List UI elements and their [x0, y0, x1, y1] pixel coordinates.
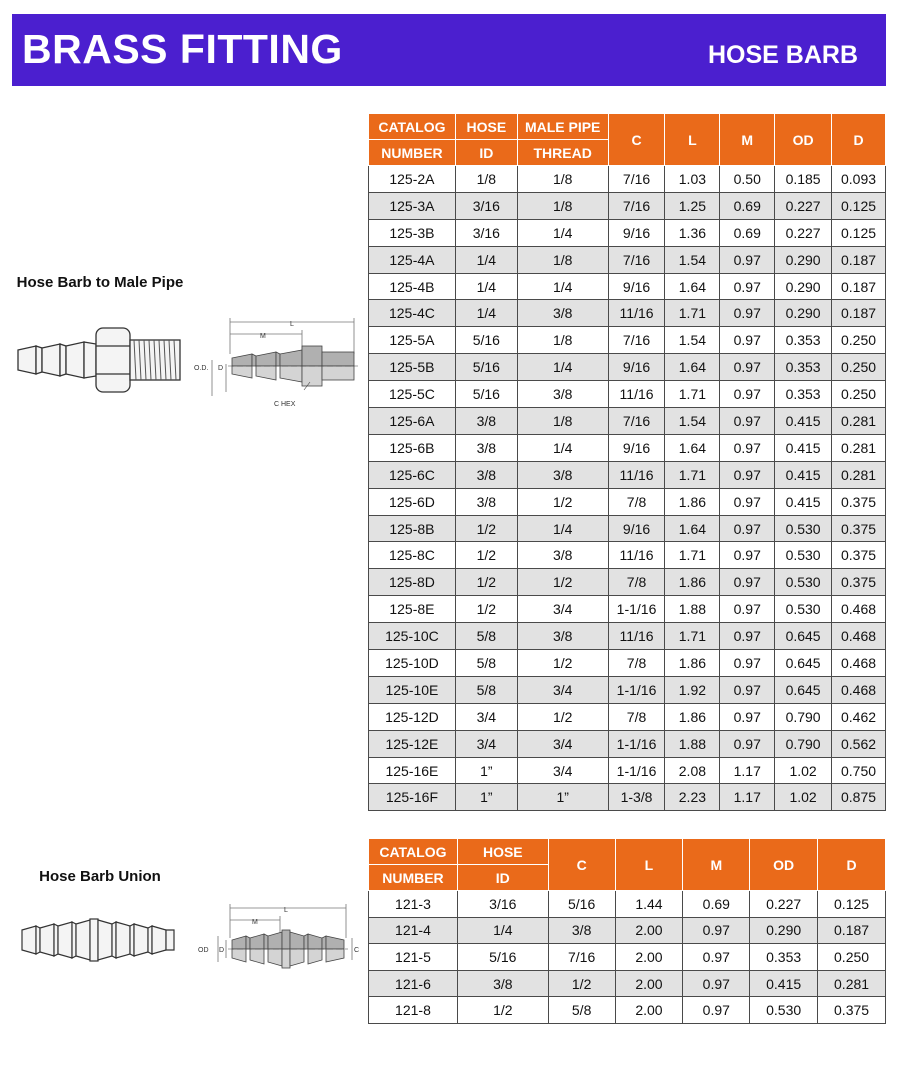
table-row [369, 891, 886, 918]
table-cell: 0.97 [720, 354, 775, 381]
table-cell: 0.97 [683, 997, 750, 1024]
table-cell: 0.468 [832, 623, 886, 650]
table-cell: 0.125 [832, 192, 886, 219]
table-cell: 0.530 [775, 515, 832, 542]
table-cell: 1/2 [517, 703, 608, 730]
header-d: D [832, 114, 886, 166]
dim-m-label: M [260, 333, 266, 340]
table-cell: 0.97 [720, 273, 775, 300]
table-cell: 9/16 [608, 354, 665, 381]
table-cell: 7/8 [608, 488, 665, 515]
union-header-d: D [818, 839, 886, 891]
table-cell: 9/16 [608, 273, 665, 300]
table-cell: 0.250 [818, 944, 886, 971]
table-cell: 1.64 [665, 515, 720, 542]
table-cell: 0.468 [832, 676, 886, 703]
header-m: M [720, 114, 775, 166]
table-cell: 125-6B [369, 434, 456, 461]
table-cell: 125-6A [369, 408, 456, 435]
dim-od-label: O.D. [194, 365, 209, 372]
table-cell: 125-6C [369, 461, 456, 488]
table-cell: 1.92 [665, 676, 720, 703]
table-cell: 3/4 [455, 703, 517, 730]
header-number: NUMBER [369, 140, 456, 166]
header-l: L [665, 114, 720, 166]
table-cell: 7/16 [608, 166, 665, 193]
table-cell: 5/16 [455, 381, 517, 408]
table-cell: 0.97 [683, 970, 750, 997]
table-cell: 0.97 [683, 944, 750, 971]
table-cell: 7/8 [608, 569, 665, 596]
dim-d-label: D [218, 365, 224, 372]
table-cell: 5/8 [455, 676, 517, 703]
table-cell: 125-12D [369, 703, 456, 730]
table-cell: 125-10C [369, 623, 456, 650]
table-cell: 1.03 [665, 166, 720, 193]
table-cell: 125-3B [369, 219, 456, 246]
table-cell: 1.71 [665, 461, 720, 488]
table-row [369, 650, 886, 677]
table-cell: 0.645 [775, 676, 832, 703]
table-cell: 1/4 [455, 300, 517, 327]
table-cell: 0.290 [775, 246, 832, 273]
table-cell: 9/16 [608, 434, 665, 461]
table-cell: 1/4 [455, 246, 517, 273]
table-cell: 3/16 [455, 192, 517, 219]
table-cell: 5/16 [455, 354, 517, 381]
table-cell: 3/8 [517, 381, 608, 408]
table-cell: 5/16 [455, 327, 517, 354]
table-cell: 0.97 [720, 434, 775, 461]
table-cell: 1/2 [455, 569, 517, 596]
table-cell: 1/8 [517, 166, 608, 193]
table-cell: 125-6D [369, 488, 456, 515]
table-cell: 0.97 [683, 917, 750, 944]
table-row [369, 434, 886, 461]
table-cell: 125-16E [369, 757, 456, 784]
table-cell: 0.645 [775, 623, 832, 650]
page-subtitle: HOSE BARB [707, 41, 858, 69]
table-cell: 1.17 [720, 757, 775, 784]
table-cell: 125-12E [369, 730, 456, 757]
union-dim-od-label: OD [198, 947, 209, 954]
table-cell: 0.462 [832, 703, 886, 730]
union-spec-table [368, 838, 886, 1024]
table-cell: 0.97 [720, 515, 775, 542]
table-cell: 0.97 [720, 542, 775, 569]
table-row [369, 730, 886, 757]
table-cell: 1.86 [665, 650, 720, 677]
union-dim-m-label: M [252, 919, 258, 926]
table-cell: 1/4 [517, 434, 608, 461]
page-title: BRASS FITTING [22, 26, 343, 72]
table-cell: 2.00 [615, 997, 683, 1024]
table-cell: 0.750 [832, 757, 886, 784]
table-row [369, 192, 886, 219]
table-cell: 0.281 [832, 408, 886, 435]
table-row [369, 488, 886, 515]
table-cell: 1/2 [517, 569, 608, 596]
table-cell: 3/16 [457, 891, 548, 918]
table-cell: 1-1/16 [608, 596, 665, 623]
table-cell: 0.187 [832, 300, 886, 327]
table-cell: 5/8 [455, 623, 517, 650]
table-cell: 0.97 [720, 569, 775, 596]
male-pipe-fitting-image [14, 320, 186, 400]
table-cell: 1.86 [665, 488, 720, 515]
table-cell: 0.353 [775, 327, 832, 354]
table-row [369, 354, 886, 381]
table-cell: 3/8 [457, 970, 548, 997]
table-cell: 1” [455, 784, 517, 811]
table-cell: 0.69 [720, 219, 775, 246]
union-dim-c-label: C [354, 947, 360, 954]
table-cell: 125-8D [369, 569, 456, 596]
table-cell: 3/8 [517, 542, 608, 569]
table-cell: 1/2 [517, 488, 608, 515]
dim-l-label: L [290, 321, 294, 328]
union-header-c: C [548, 839, 615, 891]
table-cell: 1/4 [457, 917, 548, 944]
table-cell: 0.790 [775, 703, 832, 730]
table-cell: 0.415 [775, 434, 832, 461]
table-cell: 0.875 [832, 784, 886, 811]
table-cell: 0.290 [775, 273, 832, 300]
header-hose: HOSE [455, 114, 517, 140]
table-cell: 1-1/16 [608, 757, 665, 784]
table-cell: 3/8 [455, 461, 517, 488]
table-cell: 125-8E [369, 596, 456, 623]
union-header-l: L [615, 839, 683, 891]
table-cell: 3/4 [517, 676, 608, 703]
table-row [369, 623, 886, 650]
table-cell: 0.50 [720, 166, 775, 193]
table-cell: 3/16 [455, 219, 517, 246]
table-cell: 125-4A [369, 246, 456, 273]
table-cell: 125-5B [369, 354, 456, 381]
table-cell: 0.530 [750, 997, 818, 1024]
header-thread: THREAD [517, 140, 608, 166]
table-cell: 125-16F [369, 784, 456, 811]
table-cell: 3/8 [548, 917, 615, 944]
table-cell: 0.250 [832, 381, 886, 408]
table-cell: 125-8B [369, 515, 456, 542]
table-cell: 1.88 [665, 596, 720, 623]
table-cell: 125-2A [369, 166, 456, 193]
table-cell: 1-1/16 [608, 676, 665, 703]
table-cell: 121-6 [369, 970, 458, 997]
table-cell: 1/4 [455, 273, 517, 300]
table-cell: 0.97 [720, 246, 775, 273]
table-cell: 1.88 [665, 730, 720, 757]
dim-chex-label: C HEX [274, 401, 296, 408]
table-cell: 0.187 [832, 273, 886, 300]
table-row [369, 408, 886, 435]
union-header-m: M [683, 839, 750, 891]
table-cell: 0.415 [750, 970, 818, 997]
table-cell: 1/8 [517, 327, 608, 354]
table-cell: 1.71 [665, 542, 720, 569]
table-cell: 0.353 [775, 381, 832, 408]
table-cell: 1/8 [517, 192, 608, 219]
table-cell: 3/8 [517, 623, 608, 650]
table-cell: 0.185 [775, 166, 832, 193]
union-header-od: OD [750, 839, 818, 891]
table-cell: 1.86 [665, 569, 720, 596]
table-cell: 1.86 [665, 703, 720, 730]
table-cell: 1/2 [517, 650, 608, 677]
table-cell: 0.093 [832, 166, 886, 193]
table-row [369, 166, 886, 193]
table-cell: 1.71 [665, 381, 720, 408]
table-row [369, 542, 886, 569]
table-row [369, 703, 886, 730]
table-cell: 0.125 [818, 891, 886, 918]
table-cell: 2.00 [615, 970, 683, 997]
table-cell: 1.36 [665, 219, 720, 246]
table-row [369, 515, 886, 542]
table-cell: 1/4 [517, 273, 608, 300]
table-cell: 0.353 [775, 354, 832, 381]
table-cell: 0.281 [832, 461, 886, 488]
table-cell: 0.227 [775, 219, 832, 246]
table-cell: 1.64 [665, 434, 720, 461]
table-cell: 125-8C [369, 542, 456, 569]
table-cell: 0.375 [832, 542, 886, 569]
table-cell: 1.02 [775, 757, 832, 784]
table-cell: 0.97 [720, 703, 775, 730]
table-cell: 0.97 [720, 408, 775, 435]
table-cell: 0.187 [818, 917, 886, 944]
union-dim-l-label: L [284, 907, 288, 914]
table-cell: 1/4 [517, 515, 608, 542]
table-cell: 0.97 [720, 488, 775, 515]
table-cell: 0.530 [775, 542, 832, 569]
table-cell: 3/8 [517, 461, 608, 488]
table-row [369, 970, 886, 997]
table-cell: 1.25 [665, 192, 720, 219]
table-row [369, 461, 886, 488]
union-technical-drawing [196, 900, 364, 970]
table-row [369, 273, 886, 300]
table-cell: 3/4 [517, 730, 608, 757]
table-cell: 0.250 [832, 327, 886, 354]
table-cell: 0.375 [832, 515, 886, 542]
table-cell: 121-4 [369, 917, 458, 944]
table-cell: 125-4B [369, 273, 456, 300]
table-cell: 1” [517, 784, 608, 811]
union-header-id: ID [457, 865, 548, 891]
table-cell: 0.530 [775, 596, 832, 623]
table-cell: 1.54 [665, 246, 720, 273]
table-cell: 0.530 [775, 569, 832, 596]
table-row [369, 676, 886, 703]
table-cell: 3/4 [455, 730, 517, 757]
table-cell: 0.375 [832, 569, 886, 596]
table-cell: 1/2 [455, 596, 517, 623]
table-cell: 0.290 [750, 917, 818, 944]
table-cell: 1.17 [720, 784, 775, 811]
table-row [369, 246, 886, 273]
table-cell: 2.08 [665, 757, 720, 784]
table-cell: 11/16 [608, 461, 665, 488]
table-cell: 7/8 [608, 650, 665, 677]
table-cell: 125-5C [369, 381, 456, 408]
table-cell: 125-10D [369, 650, 456, 677]
table-row [369, 569, 886, 596]
table-cell: 1/4 [517, 219, 608, 246]
table-cell: 0.290 [775, 300, 832, 327]
table-cell: 121-8 [369, 997, 458, 1024]
table-cell: 0.97 [720, 596, 775, 623]
table-cell: 3/8 [455, 434, 517, 461]
table-cell: 7/16 [608, 327, 665, 354]
table-cell: 125-5A [369, 327, 456, 354]
table-cell: 0.97 [720, 300, 775, 327]
table-cell: 0.187 [832, 246, 886, 273]
table-cell: 0.97 [720, 650, 775, 677]
table-cell: 1” [455, 757, 517, 784]
union-header-hose: HOSE [457, 839, 548, 865]
table-cell: 0.415 [775, 488, 832, 515]
table-row [369, 381, 886, 408]
table-cell: 0.375 [832, 488, 886, 515]
table-cell: 7/16 [548, 944, 615, 971]
table-cell: 3/4 [517, 757, 608, 784]
table-cell: 1.44 [615, 891, 683, 918]
table-row [369, 944, 886, 971]
table-cell: 1/8 [517, 246, 608, 273]
table-cell: 1/4 [517, 354, 608, 381]
table-cell: 1-3/8 [608, 784, 665, 811]
table-cell: 3/8 [455, 408, 517, 435]
table-cell: 0.69 [720, 192, 775, 219]
table-cell: 0.790 [775, 730, 832, 757]
union-fitting-image [18, 918, 178, 962]
table-row [369, 219, 886, 246]
table-cell: 7/16 [608, 192, 665, 219]
table-cell: 1.64 [665, 354, 720, 381]
table-cell: 5/8 [455, 650, 517, 677]
table-cell: 125-10E [369, 676, 456, 703]
header-c: C [608, 114, 665, 166]
table-row [369, 327, 886, 354]
male-pipe-spec-table [368, 113, 886, 811]
table-cell: 0.645 [775, 650, 832, 677]
table-cell: 1.71 [665, 623, 720, 650]
table-cell: 1.02 [775, 784, 832, 811]
table-cell: 1-1/16 [608, 730, 665, 757]
table-cell: 11/16 [608, 623, 665, 650]
table-cell: 0.97 [720, 676, 775, 703]
table-cell: 2.23 [665, 784, 720, 811]
union-header-catalog: CATALOG [369, 839, 458, 865]
header-od: OD [775, 114, 832, 166]
table-cell: 3/4 [517, 596, 608, 623]
table-cell: 0.97 [720, 327, 775, 354]
section-label-male-pipe: Hose Barb to Male Pipe [16, 274, 184, 291]
table-cell: 0.125 [832, 219, 886, 246]
table-cell: 0.281 [832, 434, 886, 461]
table-cell: 1/2 [455, 542, 517, 569]
table-cell: 121-5 [369, 944, 458, 971]
table-cell: 0.375 [818, 997, 886, 1024]
table-cell: 3/8 [455, 488, 517, 515]
table-row [369, 757, 886, 784]
table-row [369, 596, 886, 623]
header-id: ID [455, 140, 517, 166]
table-cell: 1/2 [548, 970, 615, 997]
table-cell: 0.97 [720, 381, 775, 408]
table-cell: 2.00 [615, 944, 683, 971]
header-catalog: CATALOG [369, 114, 456, 140]
table-cell: 1/2 [455, 515, 517, 542]
table-cell: 1.64 [665, 273, 720, 300]
table-cell: 11/16 [608, 542, 665, 569]
table-cell: 1/8 [517, 408, 608, 435]
table-cell: 5/16 [548, 891, 615, 918]
table-cell: 0.250 [832, 354, 886, 381]
table-cell: 0.468 [832, 650, 886, 677]
table-cell: 0.227 [775, 192, 832, 219]
table-row [369, 784, 886, 811]
table-cell: 1/8 [455, 166, 517, 193]
section-label-union: Hose Barb Union [39, 868, 161, 885]
table-cell: 2.00 [615, 917, 683, 944]
table-cell: 0.353 [750, 944, 818, 971]
table-cell: 3/8 [517, 300, 608, 327]
table-cell: 11/16 [608, 300, 665, 327]
table-cell: 0.562 [832, 730, 886, 757]
table-cell: 0.468 [832, 596, 886, 623]
table-cell: 7/16 [608, 246, 665, 273]
union-dim-d-label: D [219, 947, 225, 954]
table-cell: 5/16 [457, 944, 548, 971]
table-cell: 1.54 [665, 408, 720, 435]
table-cell: 5/8 [548, 997, 615, 1024]
page-banner [12, 14, 886, 86]
table-cell: 7/8 [608, 703, 665, 730]
male-pipe-technical-drawing [192, 314, 362, 414]
table-cell: 11/16 [608, 381, 665, 408]
table-cell: 0.415 [775, 408, 832, 435]
table-cell: 0.227 [750, 891, 818, 918]
table-cell: 0.97 [720, 623, 775, 650]
table-row [369, 997, 886, 1024]
table-cell: 0.69 [683, 891, 750, 918]
table-cell: 125-4C [369, 300, 456, 327]
table-cell: 1.54 [665, 327, 720, 354]
union-header-number: NUMBER [369, 865, 458, 891]
table-row [369, 300, 886, 327]
table-cell: 0.281 [818, 970, 886, 997]
table-cell: 9/16 [608, 515, 665, 542]
table-cell: 121-3 [369, 891, 458, 918]
table-cell: 1.71 [665, 300, 720, 327]
table-row [369, 917, 886, 944]
header-male-pipe: MALE PIPE [517, 114, 608, 140]
table-cell: 0.415 [775, 461, 832, 488]
table-cell: 125-3A [369, 192, 456, 219]
table-cell: 0.97 [720, 461, 775, 488]
table-cell: 0.97 [720, 730, 775, 757]
table-cell: 9/16 [608, 219, 665, 246]
table-cell: 7/16 [608, 408, 665, 435]
table-cell: 1/2 [457, 997, 548, 1024]
